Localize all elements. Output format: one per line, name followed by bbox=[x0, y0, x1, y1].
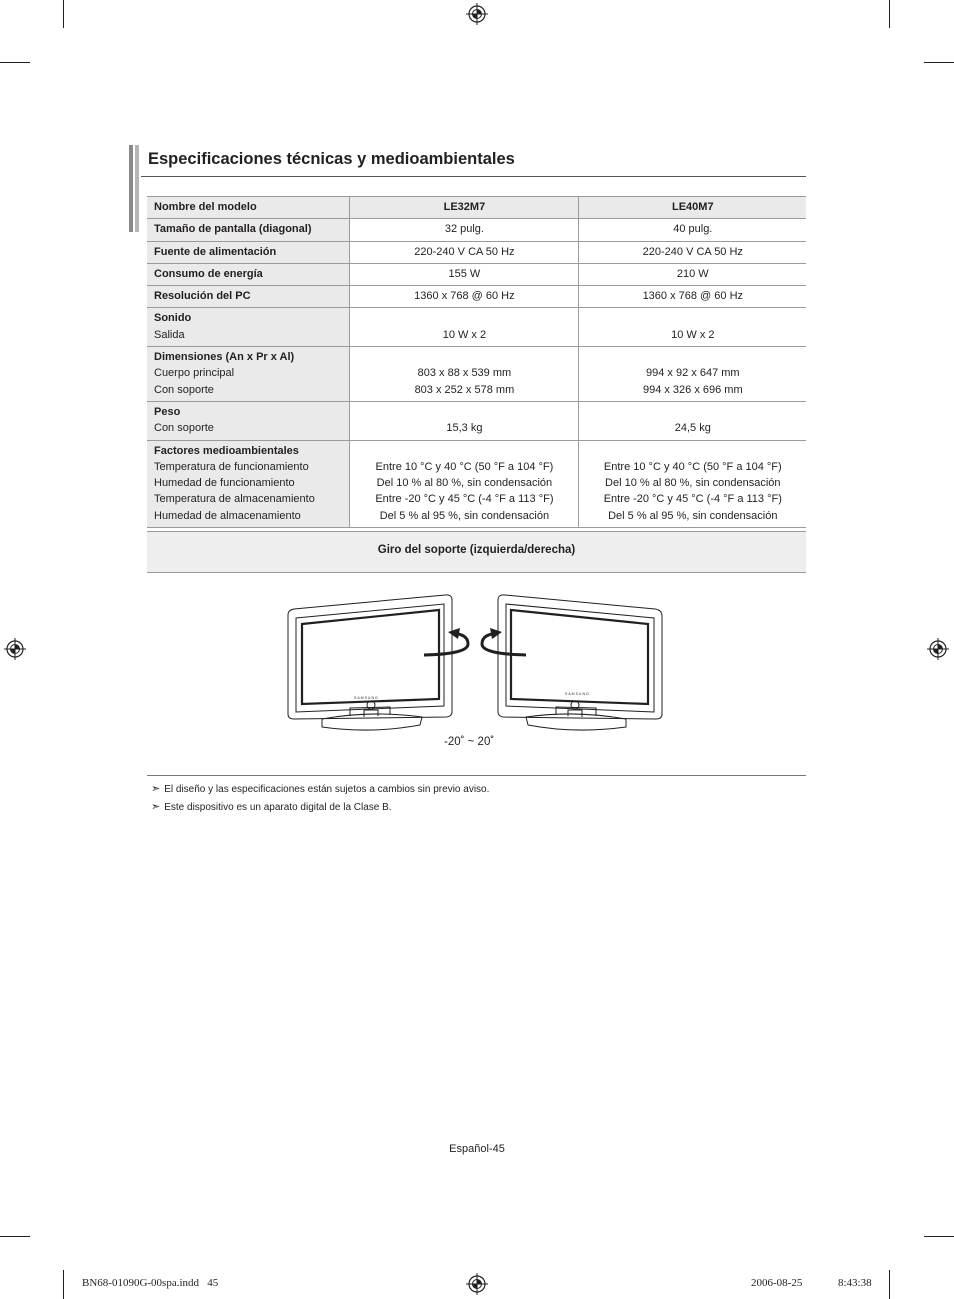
row-label: Dimensiones (An x Pr x Al) bbox=[154, 351, 295, 364]
row-value: 32 pulg. bbox=[350, 219, 578, 241]
row-label: Consumo de energía bbox=[154, 267, 263, 280]
notes-rule bbox=[147, 775, 806, 776]
tv-left-icon bbox=[288, 595, 452, 730]
row-label: Factores medioambientales bbox=[154, 444, 299, 457]
crop-mark bbox=[924, 62, 954, 63]
row-label: Peso bbox=[154, 405, 181, 418]
row-value: Del 10 % al 80 %, sin condensación bbox=[605, 477, 781, 490]
header-model-1: LE32M7 bbox=[350, 197, 578, 219]
row-label: Fuente de alimentación bbox=[154, 245, 277, 258]
row-sublabel: Humedad de funcionamiento bbox=[154, 477, 295, 490]
row-value: 803 x 252 x 578 mm bbox=[414, 383, 515, 396]
row-value: 994 x 326 x 696 mm bbox=[642, 383, 743, 396]
note-arrow-icon: ➣ bbox=[151, 801, 161, 813]
row-value: 15,3 kg bbox=[350, 401, 578, 440]
crop-mark bbox=[63, 0, 64, 28]
row-value: 1360 x 768 @ 60 Hz bbox=[350, 286, 578, 308]
row-value: Entre -20 °C y 45 °C (-4 °F a 113 °F) bbox=[603, 493, 782, 506]
page-number: Español-45 bbox=[449, 1143, 505, 1155]
note-arrow-icon: ➣ bbox=[151, 783, 161, 795]
row-value: 220-240 V CA 50 Hz bbox=[578, 241, 806, 263]
stand-rotation-box bbox=[147, 531, 806, 573]
tv-right-icon bbox=[498, 595, 662, 730]
footer-file: BN68-01090G-00spa.indd 45 bbox=[82, 1277, 219, 1289]
row-label: Sonido bbox=[154, 312, 192, 325]
row-value: Entre 10 °C y 40 °C (50 °F a 104 °F) bbox=[603, 460, 782, 473]
crop-mark bbox=[0, 62, 30, 63]
table-row bbox=[147, 263, 806, 285]
table-row-peso bbox=[147, 401, 806, 440]
note-text: El diseño y las especificaciones están sujetos a cambios sin previo aviso. bbox=[164, 784, 490, 795]
row-value: 40 pulg. bbox=[578, 219, 806, 241]
row-value: 994 x 92 x 647 mm bbox=[646, 367, 740, 380]
section-side-bar bbox=[135, 145, 139, 232]
note-item bbox=[151, 800, 392, 813]
row-value: Del 5 % al 95 %, sin condensación bbox=[608, 509, 778, 522]
row-sublabel: Cuerpo principal bbox=[154, 367, 235, 380]
row-sublabel: Temperatura de funcionamiento bbox=[154, 460, 309, 473]
registration-mark-icon bbox=[466, 3, 488, 25]
stand-rotation-label: Giro del soporte (izquierda/derecha) bbox=[377, 544, 576, 556]
row-value: 1360 x 768 @ 60 Hz bbox=[578, 286, 806, 308]
note-text: Este dispositivo es un aparato digital de la Clase B. bbox=[164, 802, 392, 813]
row-value: 155 W bbox=[350, 263, 578, 285]
title-rule bbox=[141, 176, 806, 177]
row-sublabel: Con soporte bbox=[154, 383, 214, 396]
tv-right-brand: SAMSUNG bbox=[565, 692, 590, 696]
registration-mark-icon bbox=[4, 638, 26, 660]
row-label: Resolución del PC bbox=[154, 290, 251, 303]
registration-mark-icon bbox=[927, 638, 949, 660]
footer-time: 8:43:38 bbox=[838, 1277, 872, 1289]
row-value: Entre 10 °C y 40 °C (50 °F a 104 °F) bbox=[375, 460, 554, 473]
crop-mark bbox=[0, 1236, 30, 1237]
row-value: 24,5 kg bbox=[578, 401, 806, 440]
header-model-2: LE40M7 bbox=[578, 197, 806, 219]
crop-mark bbox=[889, 1270, 890, 1299]
table-row-dimensiones bbox=[147, 347, 806, 402]
row-sublabel: Salida bbox=[154, 328, 185, 341]
page-title: Especificaciones técnicas y medioambientales bbox=[148, 150, 515, 168]
table-row-sonido bbox=[147, 308, 806, 347]
row-value: Del 5 % al 95 %, sin condensación bbox=[379, 509, 550, 522]
section-side-bar bbox=[129, 145, 133, 232]
footer-date: 2006-08-25 bbox=[751, 1277, 803, 1289]
crop-mark bbox=[924, 1236, 954, 1237]
table-row bbox=[147, 241, 806, 263]
table-row bbox=[147, 286, 806, 308]
table-row-factores bbox=[147, 440, 806, 527]
table-row bbox=[147, 219, 806, 241]
row-value: Entre -20 °C y 45 °C (-4 °F a 113 °F) bbox=[375, 493, 554, 506]
row-value: Del 10 % al 80 %, sin condensación bbox=[376, 477, 553, 490]
spec-table bbox=[147, 196, 806, 528]
row-sublabel: Temperatura de almacenamiento bbox=[154, 493, 315, 506]
crop-mark bbox=[63, 1270, 64, 1299]
row-value: 10 W x 2 bbox=[350, 308, 578, 347]
tv-left-brand: SAMSUNG bbox=[354, 696, 379, 700]
row-value: 10 W x 2 bbox=[578, 308, 806, 347]
row-value: 220-240 V CA 50 Hz bbox=[350, 241, 578, 263]
registration-mark-icon bbox=[466, 1273, 488, 1295]
row-value: 803 x 88 x 539 mm bbox=[417, 367, 512, 380]
tv-swivel-illustration bbox=[282, 588, 672, 738]
rotation-angle: -20˚ ~ 20˚ bbox=[444, 736, 495, 748]
row-sublabel: Con soporte bbox=[154, 422, 214, 435]
note-item bbox=[151, 782, 489, 795]
header-label: Nombre del modelo bbox=[147, 197, 350, 219]
row-value: 210 W bbox=[578, 263, 806, 285]
crop-mark bbox=[889, 0, 890, 28]
row-label: Tamaño de pantalla (diagonal) bbox=[154, 223, 312, 236]
table-header-row bbox=[147, 197, 806, 219]
row-sublabel: Humedad de almacenamiento bbox=[154, 509, 301, 522]
